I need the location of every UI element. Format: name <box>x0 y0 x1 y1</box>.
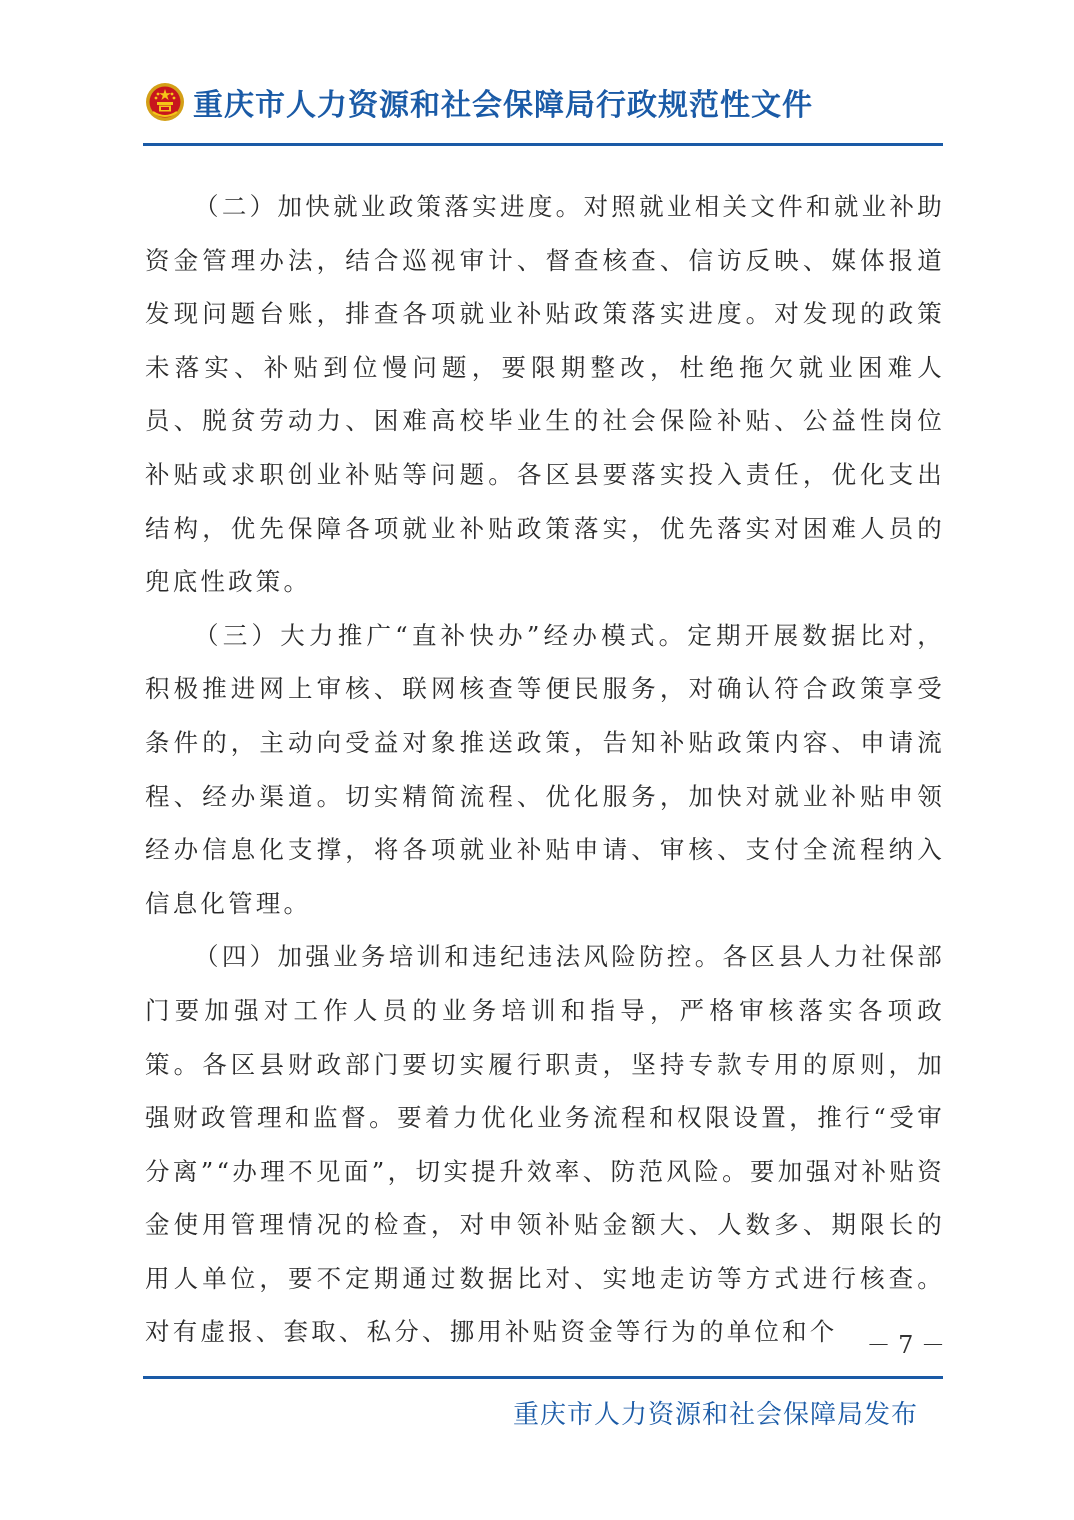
document-body <box>145 180 945 1359</box>
header-divider <box>143 143 943 146</box>
national-emblem-icon <box>145 82 185 122</box>
document-header <box>145 78 945 126</box>
paragraph-section-4: （四）加强业务培训和违纪违法风险防控。各区县人力社保部门要加强对工作人员的业务培训和指导，严格审核落实各项政策。各区县财政部门要切实履行职责，坚持专款专用的原则，加强财政管理和监督。要着力优化业务流程和权限设置，推行“受审分离”“办理不见面”，切实提升效率、防范风险。要加强对补贴资金使用管理情况的检查，对申领补贴金额大、人数多、期限长的用人单位，要不定期通过数据比对、实地走访等方式进行核查。对有虚报、套取、私分、挪用补贴资金等行为的单位和个 <box>145 942 945 1347</box>
footer-publisher: 重庆市人力资源和社会保障局发布 <box>512 1400 918 1430</box>
paragraph-section-2: （二）加快就业政策落实进度。对照就业相关文件和就业补助资金管理办法，结合巡视审计、督查核查、信访反映、媒体报道发现问题台账，排查各项就业补贴政策落实进度。对发现的政策未落实、补贴到位慢问题，要限期整改，杜绝拖欠就业困难人员、脱贫劳动力、困难高校毕业生的社会保险补贴、公益性岗位补贴或求职创业补贴等问题。各区县要落实投入责任，优化支出结构，优先保障各项就业补贴政策落实，优先落实对困难人员的兜底性政策。 <box>145 192 945 597</box>
page-number: － 7 － <box>866 1331 945 1359</box>
header-title: 重庆市人力资源和社会保障局行政规范性文件 <box>193 88 813 123</box>
paragraph-section-3: （三）大力推广“直补快办”经办模式。定期开展数据比对，积极推进网上审核、联网核查等便民服务，对确认符合政策享受条件的，主动向受益对象推送政策，告知补贴政策内容、申请流程、经办渠道。切实精简流程、优化服务，加快对就业补贴申领经办信息化支撑，将各项就业补贴申请、审核、支付全流程纳入信息化管理。 <box>145 620 945 918</box>
footer-divider <box>143 1376 943 1379</box>
